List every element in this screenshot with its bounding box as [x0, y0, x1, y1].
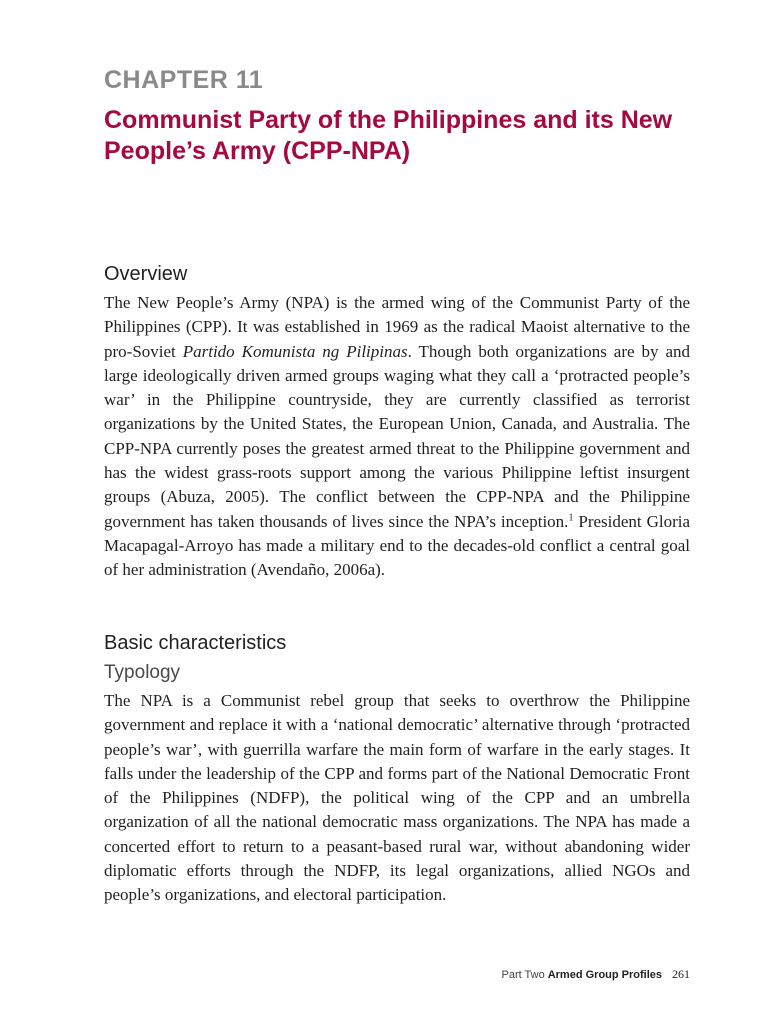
typology-paragraph: The NPA is a Communist rebel group that seeks to overthrow the Philippine government and replace it with a ‘national democratic’ alternative through ‘protracted people’s war’, with guerrilla warfare the main form of warfare in the early stages. It falls under the leadership of the CPP and forms part of the National Democratic Front of the Philippines (NDFP), the political wing of the CPP and an umbrella organization of all the national democratic mass organizations. The NPA has made a concerted effort to return to a peasant-based rural war, without abandoning wider diplomatic efforts through the NDFP, its legal organizations, allied NGOs and people’s organizations, and electoral participation. — [104, 691, 690, 905]
chapter-label: CHAPTER 11 — [104, 66, 264, 94]
chapter-title: Communist Party of the Philippines and its New People’s Army (CPP-NPA) — [104, 106, 673, 165]
page-number: 261 — [672, 967, 690, 981]
footer-section: Armed Group Profiles — [547, 969, 662, 981]
footer-part: Part Two — [501, 969, 545, 981]
typology-heading: Typology — [104, 662, 181, 683]
overview-heading: Overview — [104, 263, 188, 285]
basic-characteristics-heading: Basic characteristics — [104, 632, 287, 654]
overview-text-part3: President Gloria Macapagal-Arroyo has made a military end to the decades-old conflict a central goal of her administration (Avendaño, 2006a). — [104, 511, 690, 580]
overview-text-italic: Partido Komunista ng Pilipinas — [182, 341, 408, 361]
overview-paragraph — [104, 291, 690, 583]
footnote-marker[interactable]: 1 — [568, 512, 574, 524]
overview-text-part2: . Though both organizations are by and large ideologically driven armed groups waging what they call a ‘protracted people’s war’ in the Philippine countryside, they are currently classified as terrorist organizations by the United States, the European Union, Canada, and Australia. The CPP-NPA currently poses the greatest armed threat to the Philippine government and has the widest grass-roots support among the various Philippine leftist insurgent groups (Abuza, 2005). The conflict between the CPP-NPA and the Philippine government has taken thousands of lives since the NPA’s inception. — [104, 341, 690, 531]
overview-text-part1: The New People’s Army (NPA) is the armed wing of the Communist Party of the Philippines (CPP). It was established in 1969 as the radical Maoist alternative to the pro-Soviet — [104, 293, 690, 361]
page-footer — [501, 967, 690, 982]
